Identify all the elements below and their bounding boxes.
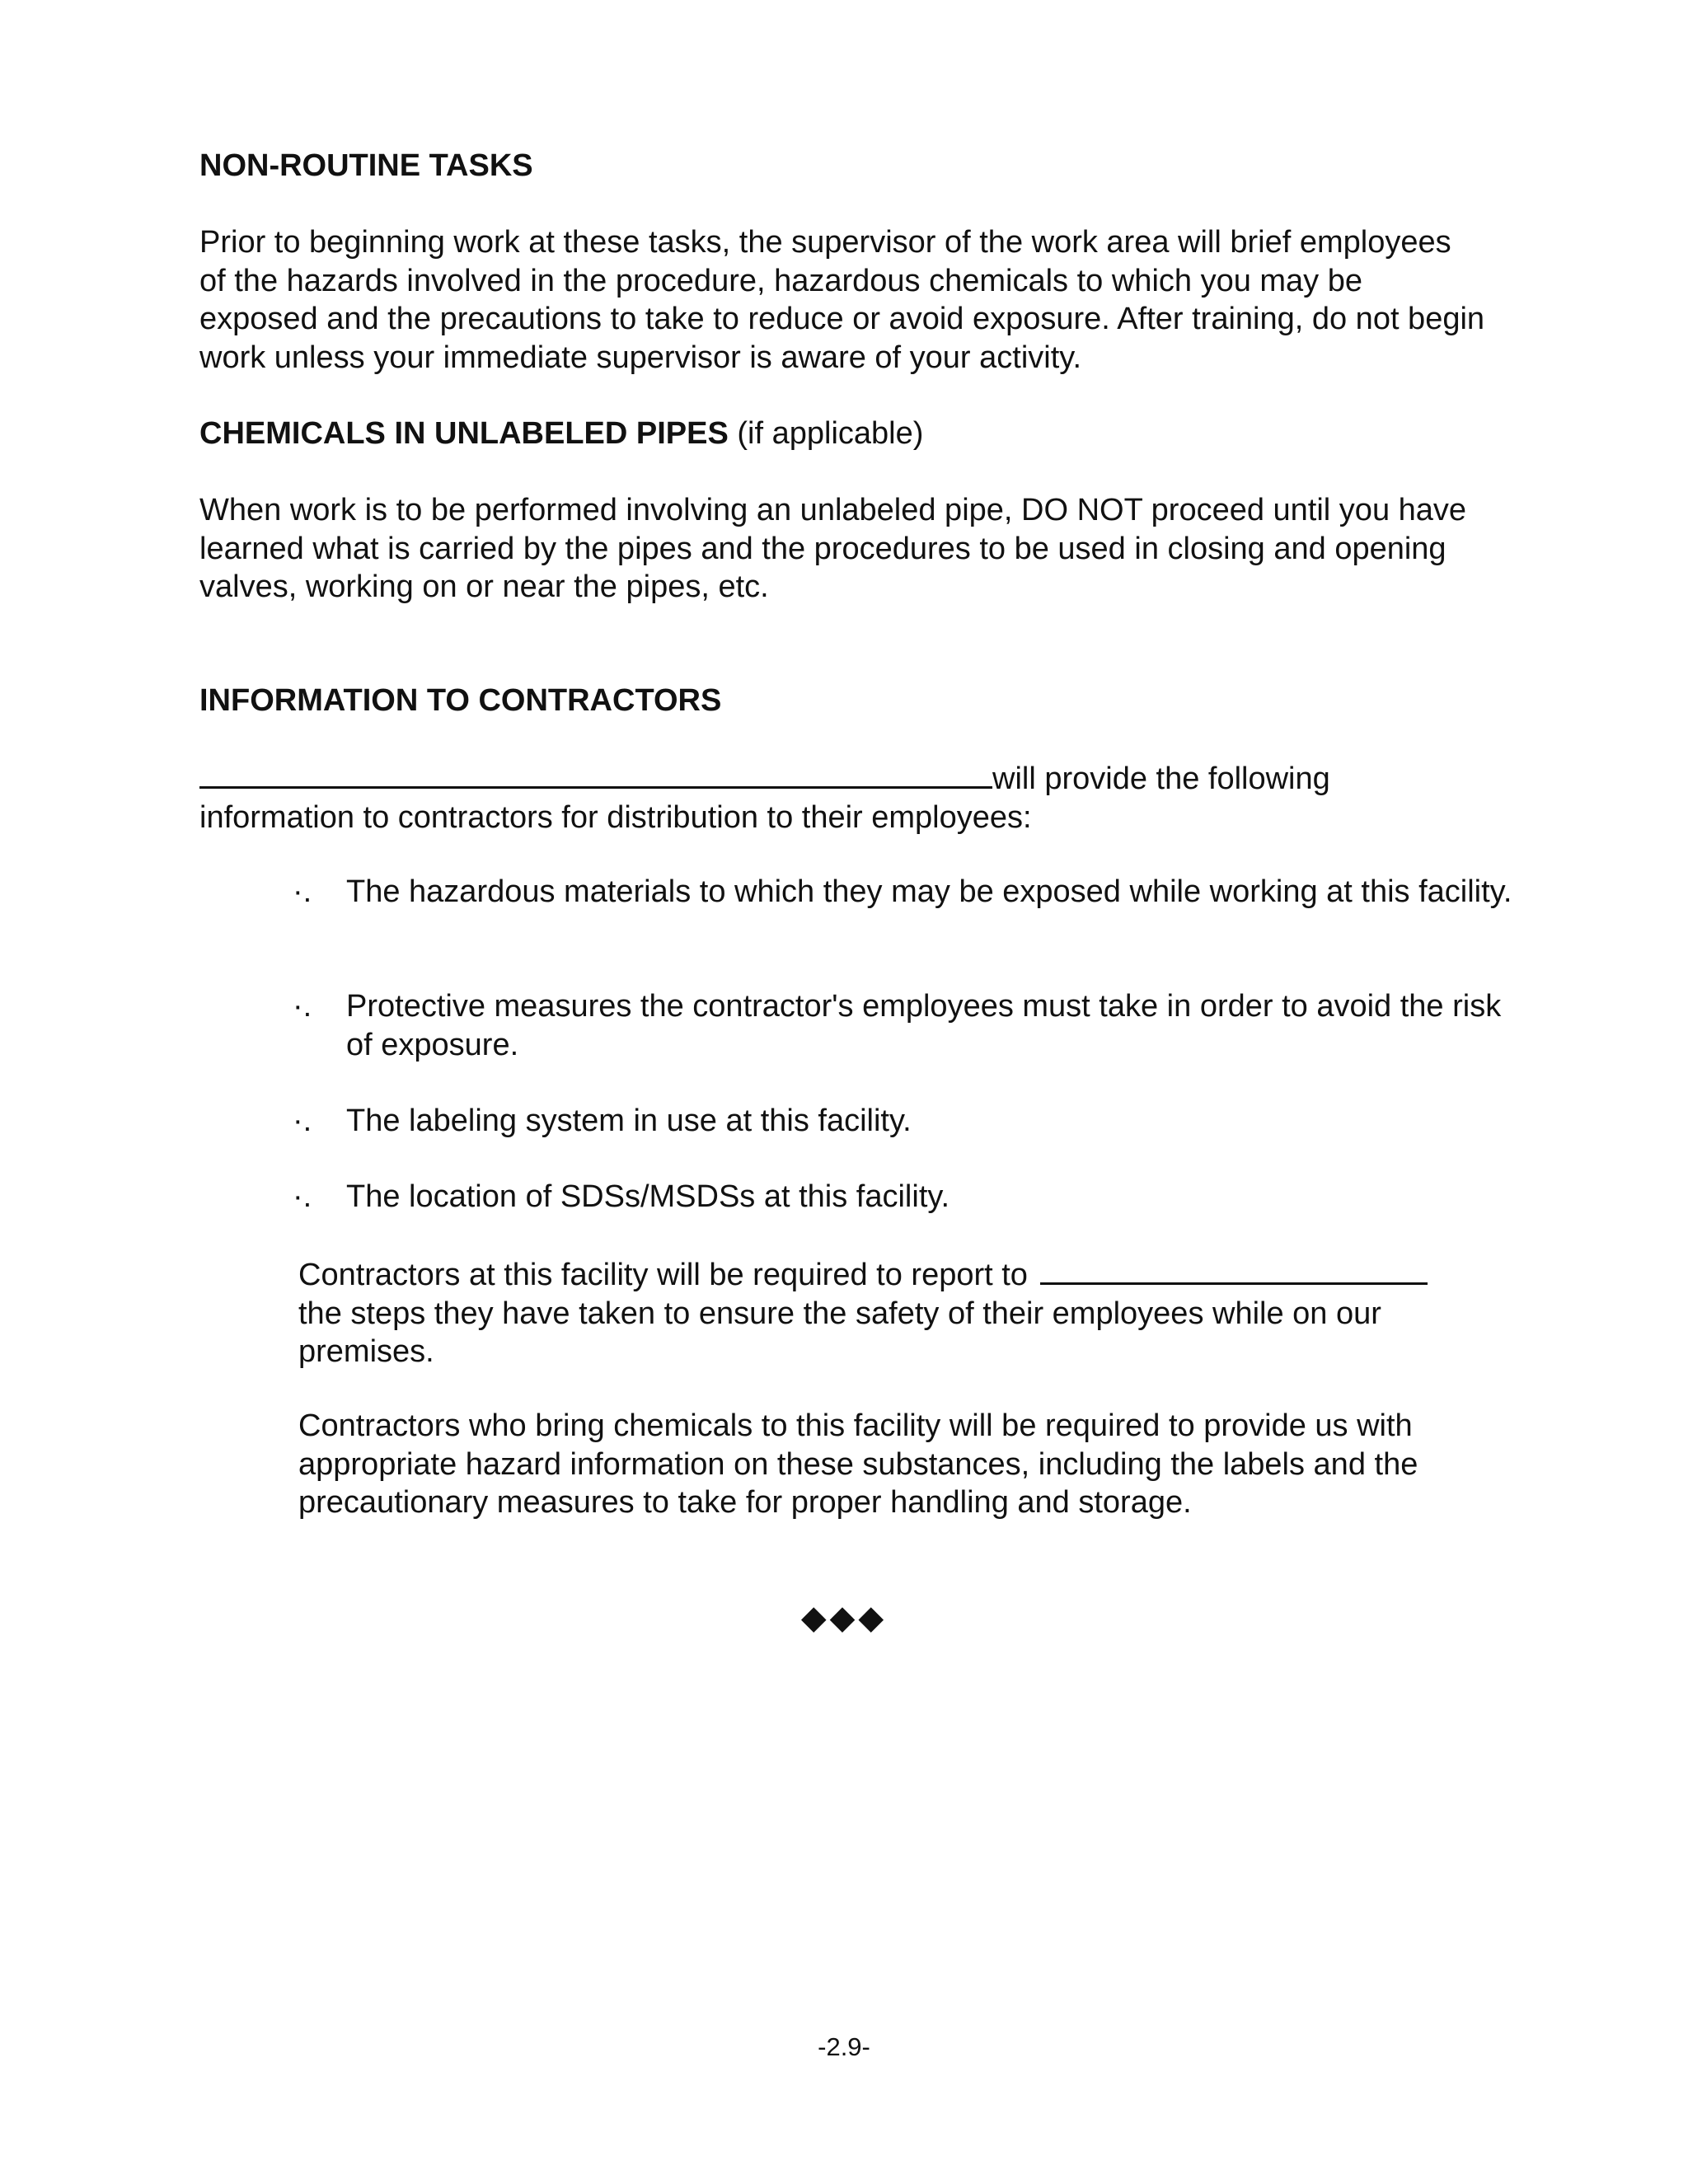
- contractors-intro: [199, 758, 1370, 837]
- bullet-text: The hazardous materials to which they may be exposed while working at this facility.: [346, 874, 1512, 909]
- contractors-report-paragraph: [298, 1254, 1477, 1371]
- bullet-text: The location of SDSs/MSDSs at this facility.: [346, 1179, 950, 1214]
- unlabeled-pipes-heading: CHEMICALS IN UNLABELED PIPES: [199, 416, 729, 451]
- unlabeled-pipes-paragraph: When work is to be performed involving an unlabeled pipe, DO NOT proceed until you have learned what is carried by the pipes and the procedures to be used in closing and opening valves, working on or near the pipes, etc.: [199, 493, 1467, 604]
- company-name-blank[interactable]: [199, 758, 992, 789]
- report-text-after: the steps they have taken to ensure the safety of their employees while on our premises.: [298, 1296, 1381, 1369]
- bullet-mark: ·.: [293, 1104, 312, 1138]
- bullet-item-labeling-system: [293, 1102, 1512, 1141]
- bullet-text: The labeling system in use at this facility.: [346, 1104, 912, 1138]
- bullet-mark: ·.: [293, 989, 312, 1024]
- report-text-before: Contractors at this facility will be required to report to: [298, 1258, 1037, 1292]
- report-recipient-blank[interactable]: [1040, 1254, 1428, 1285]
- bullet-text: Protective measures the contractor's employees must take in order to avoid the risk of exposure.: [346, 989, 1502, 1062]
- contractors-chemicals-paragraph: Contractors who bring chemicals to this facility will be required to provide us with appropriate hazard information on these substances, including the labels and the precautionary measures to take for proper handling and storage.: [298, 1408, 1418, 1520]
- non-routine-paragraph: Prior to beginning work at these tasks, the supervisor of the work area will brief employees of the hazards involved in the procedure, hazardous chemicals to which you may be exposed and the precautions to take to reduce or avoid exposure. After training, do not begin work unless your immediate supervisor is aware of your activity.: [199, 225, 1485, 375]
- unlabeled-pipes-heading-line: [199, 415, 1518, 453]
- bullet-item-protective-measures: [293, 987, 1512, 1064]
- bullet-mark: ·.: [293, 874, 312, 909]
- contractors-intro-text: will provide the following information to contractors for distribution to their employees:: [199, 762, 1330, 835]
- contractors-heading: INFORMATION TO CONTRACTORS: [199, 683, 722, 718]
- unlabeled-pipes-note: (if applicable): [728, 416, 924, 451]
- bullet-item-sds-location: [293, 1178, 1512, 1216]
- bullet-mark: ·.: [293, 1179, 312, 1214]
- non-routine-heading: NON-ROUTINE TASKS: [199, 148, 533, 183]
- section-end-ornament: ◆◆◆: [800, 1600, 888, 1636]
- bullet-item-hazardous-materials: [293, 873, 1512, 912]
- page-number: -2.9-: [818, 2032, 870, 2061]
